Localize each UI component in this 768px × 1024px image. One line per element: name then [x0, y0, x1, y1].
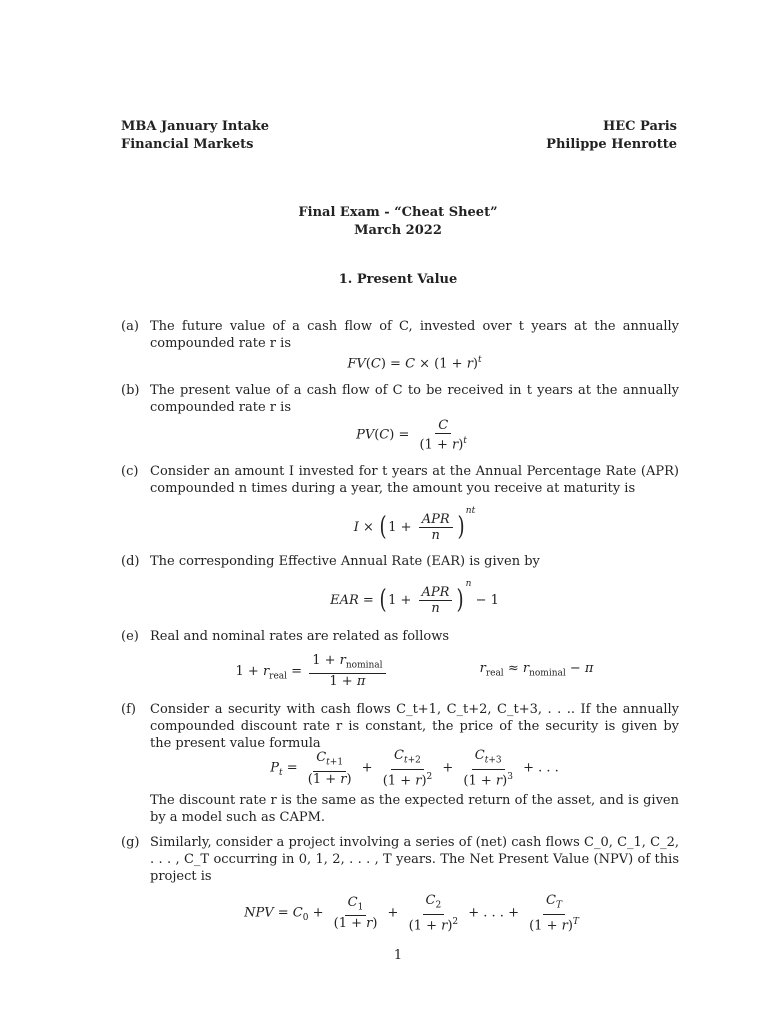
npv-formula: NPV = $C_0$ + $\frac{C_1}{(1 + r)}$ + $\frac{C_2}{(1 + r)^2}$ + . . . + $\frac{C_T}{(1 + r)^T}$ [244, 893, 579, 934]
item-text: Similarly, consider a project involving a series of (net) cash flows C_0, C_1, C_2, . . . , C_T occurring in 0, 1, 2, . . . , T years. The Net Present Value (NPV) of this project is [150, 835, 679, 885]
list-item-g [121, 834, 679, 933]
item-label: (c) [121, 463, 139, 479]
fisher-approx-formula: $r_{real} \approx r_{nominal} - \pi$ [479, 660, 594, 679]
item-label: (b) [121, 383, 140, 399]
school-name: HEC Paris [602, 119, 677, 134]
ear-formula: EAR = ( 1 + $\frac{\text{APR}}{n}$ )$^n$ − 1 [330, 578, 499, 616]
header-left [121, 118, 269, 154]
item-label: (g) [121, 835, 140, 851]
future-value-formula: $FV(C) = C \times (1 + r)^t$ [347, 355, 482, 372]
item-text: Consider an amount I invested for t years at the Annual Percentage Rate (APR) compounded n times during a year, the amount you receive at maturity is [150, 463, 679, 496]
item-text: Consider a security with cash flows C_t+1, C_t+2, C_t+3, . . .. If the annually compounded discount rate r is constant, the price of the security is given by the present value formula [150, 702, 679, 752]
present-value-formula: PV(C) = $\frac{C}{(1 + r)^t}$ [356, 418, 467, 453]
item-label: (e) [121, 628, 139, 644]
item-text: Real and nominal rates are related as follows [150, 628, 449, 644]
formula-list [121, 318, 679, 933]
date-line: March 2022 [354, 223, 442, 238]
security-price-formula: $P_t$ = $\frac{C_{t+1}}{(1 + r)}$ + $\frac{C_{t+2}}{(1 + r)^2}$ + $\frac{C_{t+3}}{(1 + r)^3}$ + . . . [270, 748, 559, 789]
maturity-amount-formula: I × ( 1 + $\frac{\text{APR}}{n}$ )$^{nt}$ [353, 505, 476, 543]
list-item-d [121, 553, 679, 616]
item-text: The corresponding Effective Annual Rate (EAR) is given by [150, 553, 540, 569]
item-note: The discount rate r is the same as the expected return of the asset, and is given by a model such as CAPM. [150, 793, 679, 826]
list-item-a [121, 318, 679, 372]
list-item-b [121, 382, 679, 452]
item-label: (f) [121, 702, 136, 718]
instructor-name: Philippe Henrotte [546, 137, 677, 152]
list-item-f [121, 701, 679, 826]
item-label: (a) [121, 319, 139, 334]
list-item-c [121, 463, 679, 543]
rate-relations [190, 653, 639, 690]
page-number: 1 [393, 948, 403, 963]
document-title [0, 204, 768, 240]
section-heading: 1. Present Value [338, 272, 458, 287]
item-text: The present value of a cash flow of C to be received in t years at the annually compounded rate r is [150, 383, 679, 416]
course-program: MBA January Intake [121, 119, 270, 134]
item-text: The future value of a cash flow of C, invested over t years at the annually compounded rate r is [150, 319, 679, 351]
header-right [546, 118, 677, 154]
item-label: (d) [121, 553, 140, 569]
fisher-exact-formula: $1 + r_{real}$ = $\frac{1 + r_{nominal}}{1 + \pi}$ [236, 653, 389, 690]
title-line: Final Exam - “Cheat Sheet” [298, 205, 498, 220]
list-item-e [121, 628, 679, 690]
course-name: Financial Markets [121, 137, 254, 152]
